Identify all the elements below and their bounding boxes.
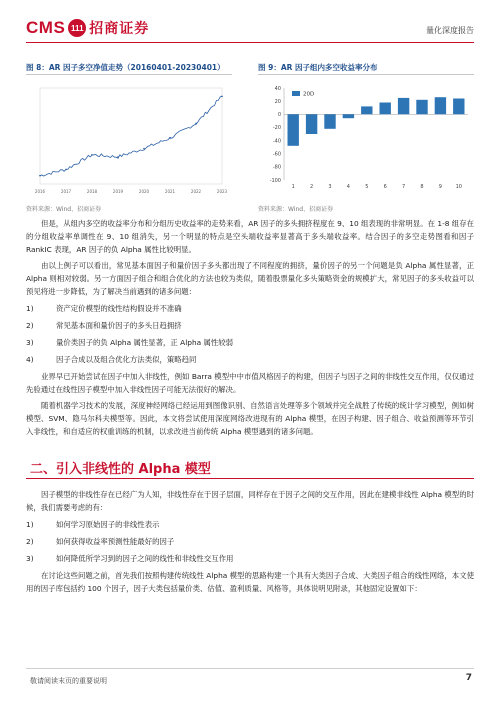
x-tick-label: 2023 [216, 189, 228, 194]
y-tick-label: -100 [269, 177, 281, 184]
page-header [0, 0, 500, 46]
bar-8 [416, 100, 427, 115]
x-tick-label: 2020 [138, 189, 150, 194]
y-tick-label: -40 [272, 138, 281, 145]
list-item [26, 336, 474, 349]
x-tick-label: 2018 [86, 189, 98, 194]
y-tick-label: -80 [272, 164, 281, 171]
paragraph-3: 业界早已开始尝试在因子中加入非线性，例如 Barra 模型中中市值风格因子的构建，但因子与因子之间的非线性交互作用，仅仅通过先验通过在线性因子模型中加入非线性因子可能无法很好的解决。 [26, 372, 474, 394]
footer-divider [26, 668, 474, 669]
footer-disclaimer: 敬请阅读末页的重要说明 [30, 677, 107, 685]
x-tick-label: 10 [455, 184, 462, 190]
body-text [26, 217, 474, 441]
list-number: 2) [26, 537, 34, 546]
line-point [195, 123, 197, 125]
bar-7 [398, 98, 409, 114]
x-tick-label: 9 [438, 184, 442, 190]
figure-8-title: 图 8：AR 因子多空净值走势（20160401-20230401） [26, 63, 225, 72]
list-text: 如何获得收益率预测性能最好的因子 [56, 537, 175, 546]
bar-9 [435, 97, 446, 114]
bar-3 [324, 114, 335, 129]
line-point [91, 154, 93, 156]
section-title: 二、引入非线性的 Alpha 模型 [30, 462, 211, 477]
x-tick-label: 2022 [190, 189, 202, 194]
paragraph-2: 由以上例子可以看出，常见基本面因子和量价因子多头都出现了不同程度的拥挤，量价因子的另一个问题是负 Alpha 属性显著，正 Alpha 则相对较弱。另一方面因子组合和组合优化的方法也较为类似，随着股票量化多头策略资金的规模扩大，常见因子的多头收益可以预见将进一步降低，为了解决当前遇到的诸多问题： [26, 261, 474, 296]
paragraph-4: 随着机器学习技术的发展，深度神经网络已经运用到图像识别、自然语言处理等多个领域并完全战胜了传统的统计学习模型，例如树模型、SVM、隐马尔科夫模型等。因此，本文将尝试使用深度网络改进现有的 Alpha 模型，在因子构建、因子组合、收益预测等环节引入非线性，和自适应的权重训练的机制，以求改进当前传统 Alpha 模型遇到的诸多问题。 [26, 401, 474, 436]
x-tick-label: 7 [402, 184, 406, 190]
x-tick-label: 2021 [164, 189, 176, 194]
line-point [221, 96, 223, 98]
section-paragraph-2: 在讨论这些问题之前，首先我们按照构建传统线性 Alpha 模型的思路构建一个具有大类因子合成、大类因子组合的线性网络，本文使用的因子库包括约 100 个因子，因子大类包括量价类、估值、盈利质量、风格等，具体说明见附录，其他固定设置如下： [26, 571, 474, 593]
list-item [26, 302, 474, 315]
list-number: 1) [26, 520, 34, 529]
list-number: 4) [26, 355, 34, 364]
list-number: 1) [26, 304, 34, 313]
section-paragraph-1: 因子模型的非线性存在已经广为人知，非线性存在于因子层面，同样存在于因子之间的交互作用，因此在建模非线性 Alpha 模型的时候，我们需要考虑的有： [26, 490, 474, 512]
x-tick-label: 6 [383, 184, 387, 190]
logo-chinese-text: 招商证券 [89, 21, 150, 37]
figure-8-source: 资料来源：Wind、招商证券 [26, 206, 102, 213]
y-tick-label: -20 [272, 125, 281, 132]
problem-list [26, 302, 474, 366]
legend-label: 20D [303, 91, 315, 98]
list-text: 常见基本面和量价因子的多头日趋拥挤 [56, 321, 182, 330]
report-type: 量化深度报告 [426, 26, 474, 35]
list-text: 因子合成以及组合优化方法类似，策略趋同 [56, 355, 197, 364]
y-tick-label: 20 [274, 98, 281, 105]
x-tick-label: 2 [310, 184, 314, 190]
x-tick-label: 2017 [60, 189, 72, 194]
figure-9-chart [258, 80, 474, 198]
figure-8-rule [26, 74, 232, 75]
logo-cms-text: CMS [26, 18, 66, 37]
x-tick-label: 3 [328, 184, 332, 190]
figure-9-source: 资料来源：Wind、招商证券 [258, 206, 334, 213]
list-number: 2) [26, 321, 34, 330]
figure-9-rule [258, 74, 474, 75]
x-tick-label: 4 [346, 184, 350, 190]
figure-8-chart [26, 80, 232, 198]
legend-swatch [292, 91, 300, 96]
x-tick-label: 2019 [112, 189, 124, 194]
consideration-list [26, 518, 474, 565]
bar-5 [361, 106, 372, 114]
list-number: 3) [26, 338, 34, 347]
y-tick-label: 40 [274, 85, 281, 92]
line-point [117, 156, 119, 158]
x-tick-label: 2016 [34, 189, 46, 194]
paragraph-1: 但是，从组内多空的收益率分布和分组历史收益率的走势来看，AR 因子的多头拥挤程度在 9、10 组表现的非常明显。在 1-8 组存在的分组收益率单调性在 9、10 组消失，另一个明显的特点是空头端收益率显著高于多头端收益率。结合因子的多空走势图看和因子 RankIC 表现，AR 因子的负 Alpha 属性比较明显。 [26, 219, 474, 254]
list-number: 3) [26, 554, 34, 563]
section-rule [26, 478, 474, 479]
list-text: 如何降低所学习到的因子之间的线性和非线性交互作用 [56, 554, 234, 563]
x-tick-label: 1 [291, 184, 295, 190]
section-heading [26, 454, 474, 479]
line-point [143, 148, 145, 150]
line-point [39, 175, 41, 177]
list-text: 资产定价模型的线性结构假设并不准确 [56, 304, 182, 313]
list-item [26, 552, 474, 565]
bar-1 [288, 114, 299, 146]
list-text: 如何学习原始因子的非线性表示 [56, 520, 160, 529]
x-tick-label: 8 [420, 184, 424, 190]
line-point [65, 169, 67, 171]
logo-badge-icon: 111 [68, 19, 86, 37]
section-body [26, 488, 474, 598]
list-text: 量价类因子的负 Alpha 属性显著，正 Alpha 属性较弱 [56, 338, 234, 347]
list-item [26, 353, 474, 366]
page-number: 7 [465, 673, 472, 683]
header-divider [26, 42, 474, 43]
company-logo [26, 18, 149, 38]
y-tick-label: 0 [277, 112, 281, 119]
list-item [26, 535, 474, 548]
bar-4 [343, 114, 354, 118]
line-point [169, 137, 171, 139]
bar-2 [306, 114, 317, 134]
list-item [26, 518, 474, 531]
bar-6 [380, 103, 391, 115]
figure-9-title: 图 9：AR 因子组内多空收益率分布 [258, 63, 378, 72]
bar-chart-svg [258, 80, 474, 198]
x-tick-label: 5 [365, 184, 369, 190]
line-chart-svg [26, 80, 232, 198]
list-item [26, 319, 474, 332]
y-tick-label: -60 [272, 151, 281, 158]
bar-10 [453, 99, 464, 115]
